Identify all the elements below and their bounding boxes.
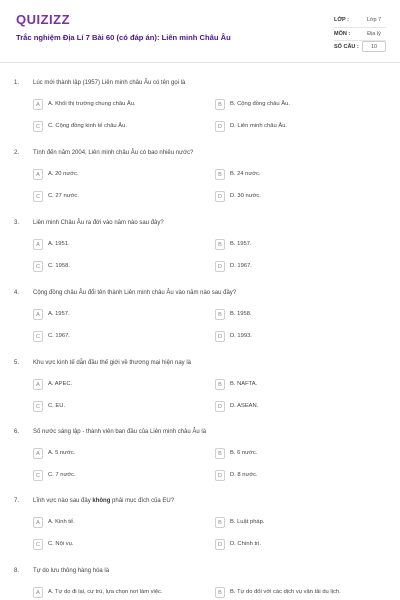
option-text: A. 5 nước. <box>48 449 76 456</box>
quiz-header <box>0 0 400 63</box>
option-text: B. 6 nước. <box>230 449 258 456</box>
subject-value: Địa lý <box>367 31 381 37</box>
option-text: B. NAFTA. <box>230 380 258 387</box>
option-text: A. Kinh tế. <box>48 518 75 525</box>
option-b[interactable] <box>215 169 365 181</box>
question-number: 8. <box>14 568 20 574</box>
option-letter-box: D <box>215 539 225 550</box>
meta-divider <box>334 27 386 28</box>
question-number: 3. <box>14 220 20 226</box>
option-c[interactable] <box>33 470 183 482</box>
option-text: B. Cộng đồng châu Âu. <box>230 100 290 107</box>
quizizz-logo[interactable]: QUIZIZZ <box>16 12 71 27</box>
option-letter-box: C <box>33 401 43 412</box>
option-text: B. 1958. <box>230 310 252 317</box>
option-text: D. ASEAN. <box>230 402 259 409</box>
option-text: C. 1958. <box>48 262 70 269</box>
option-letter-box: A <box>33 239 43 250</box>
option-text: D. 1967. <box>230 262 252 269</box>
option-letter-box: D <box>215 191 225 202</box>
option-d[interactable] <box>215 539 365 551</box>
option-d[interactable] <box>215 261 365 273</box>
option-c[interactable] <box>33 401 183 413</box>
option-letter-box: C <box>33 331 43 342</box>
option-text: D. 1993. <box>230 332 252 339</box>
option-d[interactable] <box>215 470 365 482</box>
option-text: A. Tự do đi lại, cư trú, lựa chọn nơi làm việc. <box>48 588 163 595</box>
option-text: B. 24 nước. <box>230 170 261 177</box>
option-letter-box: B <box>215 99 225 110</box>
question-text: Cộng đồng châu Âu đổi tên thành Liên minh châu Âu vào năm nào sau đây? <box>33 290 237 296</box>
option-letter-box: A <box>33 309 43 320</box>
option-letter-box: A <box>33 99 43 110</box>
count-value: 10 <box>362 41 386 52</box>
question-6 <box>0 429 400 495</box>
question-number: 5. <box>14 360 20 366</box>
subject-label: MÔN : <box>334 31 351 37</box>
option-text: C. 27 nước. <box>48 192 79 199</box>
option-letter-box: B <box>215 379 225 390</box>
option-letter-box: C <box>33 121 43 132</box>
option-text: A. Khối thị trường chung châu Âu. <box>48 100 136 107</box>
option-letter-box: A <box>33 587 43 598</box>
option-b[interactable] <box>215 587 365 599</box>
option-a[interactable] <box>33 309 183 321</box>
question-number: 2. <box>14 150 20 156</box>
option-a[interactable] <box>33 169 183 181</box>
option-c[interactable] <box>33 331 183 343</box>
question-text: Khu vực kinh tế dẫn đầu thế giới về thương mại hiện nay là <box>33 360 191 366</box>
option-letter-box: A <box>33 517 43 528</box>
option-letter-box: B <box>215 169 225 180</box>
question-text <box>33 498 363 504</box>
option-b[interactable] <box>215 448 365 460</box>
option-text: B. Luật pháp. <box>230 518 265 525</box>
question-2 <box>0 150 400 216</box>
question-5 <box>0 360 400 426</box>
option-text: B. 1957. <box>230 240 252 247</box>
option-letter-box: B <box>215 448 225 459</box>
question-4 <box>0 290 400 356</box>
question-7 <box>0 498 400 564</box>
option-d[interactable] <box>215 121 365 133</box>
option-letter-box: B <box>215 239 225 250</box>
option-b[interactable] <box>215 99 365 111</box>
question-text: Tính đến năm 2004, Liên minh châu Âu có bao nhiêu nước? <box>33 150 194 156</box>
question-3 <box>0 220 400 286</box>
question-number: 1. <box>14 80 20 86</box>
option-letter-box: B <box>215 309 225 320</box>
option-letter-box: D <box>215 121 225 132</box>
option-a[interactable] <box>33 379 183 391</box>
option-a[interactable] <box>33 587 183 599</box>
option-b[interactable] <box>215 309 365 321</box>
question-number: 6. <box>14 429 20 435</box>
option-d[interactable] <box>215 331 365 343</box>
option-letter-box: C <box>33 191 43 202</box>
question-number: 7. <box>14 498 20 504</box>
question-text: Liên minh Châu Âu ra đời vào năm nào sau đây? <box>33 220 164 226</box>
option-c[interactable] <box>33 539 183 551</box>
option-c[interactable] <box>33 261 183 273</box>
option-text: A. 1951. <box>48 240 70 247</box>
question-text: Tự do lưu thông hàng hóa là <box>33 568 110 574</box>
option-letter-box: D <box>215 470 225 481</box>
option-letter-box: D <box>215 401 225 412</box>
option-b[interactable] <box>215 379 365 391</box>
option-letter-box: A <box>33 448 43 459</box>
option-text: D. Liên minh châu Âu. <box>230 122 288 129</box>
option-b[interactable] <box>215 239 365 251</box>
class-value: Lớp 7 <box>366 17 382 23</box>
question-text: Lúc mới thành lập (1957) Liên minh châu Âu có tên gọi là <box>33 80 186 86</box>
option-text: A. 20 nước. <box>48 170 79 177</box>
question-text: Số nước sáng lập - thành viên ban đầu của Liên minh châu Âu là <box>33 429 207 435</box>
option-letter-box: A <box>33 169 43 180</box>
option-c[interactable] <box>33 191 183 203</box>
option-text: C. EU. <box>48 402 66 409</box>
question-number: 4. <box>14 290 20 296</box>
option-letter-box: C <box>33 261 43 272</box>
question-text-emphasis: không <box>92 498 111 504</box>
question-text-start: Lĩnh vực nào sau đây <box>33 498 93 504</box>
option-d[interactable] <box>215 191 365 203</box>
option-text: A. 1957. <box>48 310 70 317</box>
option-a[interactable] <box>33 239 183 251</box>
option-letter-box: C <box>33 470 43 481</box>
option-a[interactable] <box>33 517 183 529</box>
option-text: D. 30 nước. <box>230 192 261 199</box>
option-letter-box: D <box>215 261 225 272</box>
option-text: A. APEC. <box>48 380 73 387</box>
option-letter-box: B <box>215 587 225 598</box>
option-letter-box: B <box>215 517 225 528</box>
option-text: C. Nội vụ. <box>48 540 74 547</box>
question-1 <box>0 80 400 146</box>
option-text: C. 7 nước. <box>48 471 76 478</box>
option-text: D. Chính trị. <box>230 540 261 547</box>
option-letter-box: C <box>33 539 43 550</box>
option-text: C. Cộng đồng kinh tế châu Âu. <box>48 122 127 129</box>
option-b[interactable] <box>215 517 365 529</box>
question-8 <box>0 568 400 600</box>
option-letter-box: A <box>33 379 43 390</box>
page-title: Trắc nghiệm Địa Lí 7 Bài 60 (có đáp án): Liên minh Châu Âu <box>16 33 231 42</box>
option-letter-box: D <box>215 331 225 342</box>
option-a[interactable] <box>33 99 183 111</box>
option-c[interactable] <box>33 121 183 133</box>
option-text: C. 1967. <box>48 332 70 339</box>
option-text: B. Tự do đối với các dịch vụ vận tải du lịch. <box>230 588 341 595</box>
option-text: D. 8 nước. <box>230 471 258 478</box>
count-label: SỐ CÂU : <box>334 44 359 50</box>
class-label: LỚP : <box>334 17 349 23</box>
option-d[interactable] <box>215 401 365 413</box>
question-text-end: phải mục đích của EU? <box>110 498 175 504</box>
option-a[interactable] <box>33 448 183 460</box>
